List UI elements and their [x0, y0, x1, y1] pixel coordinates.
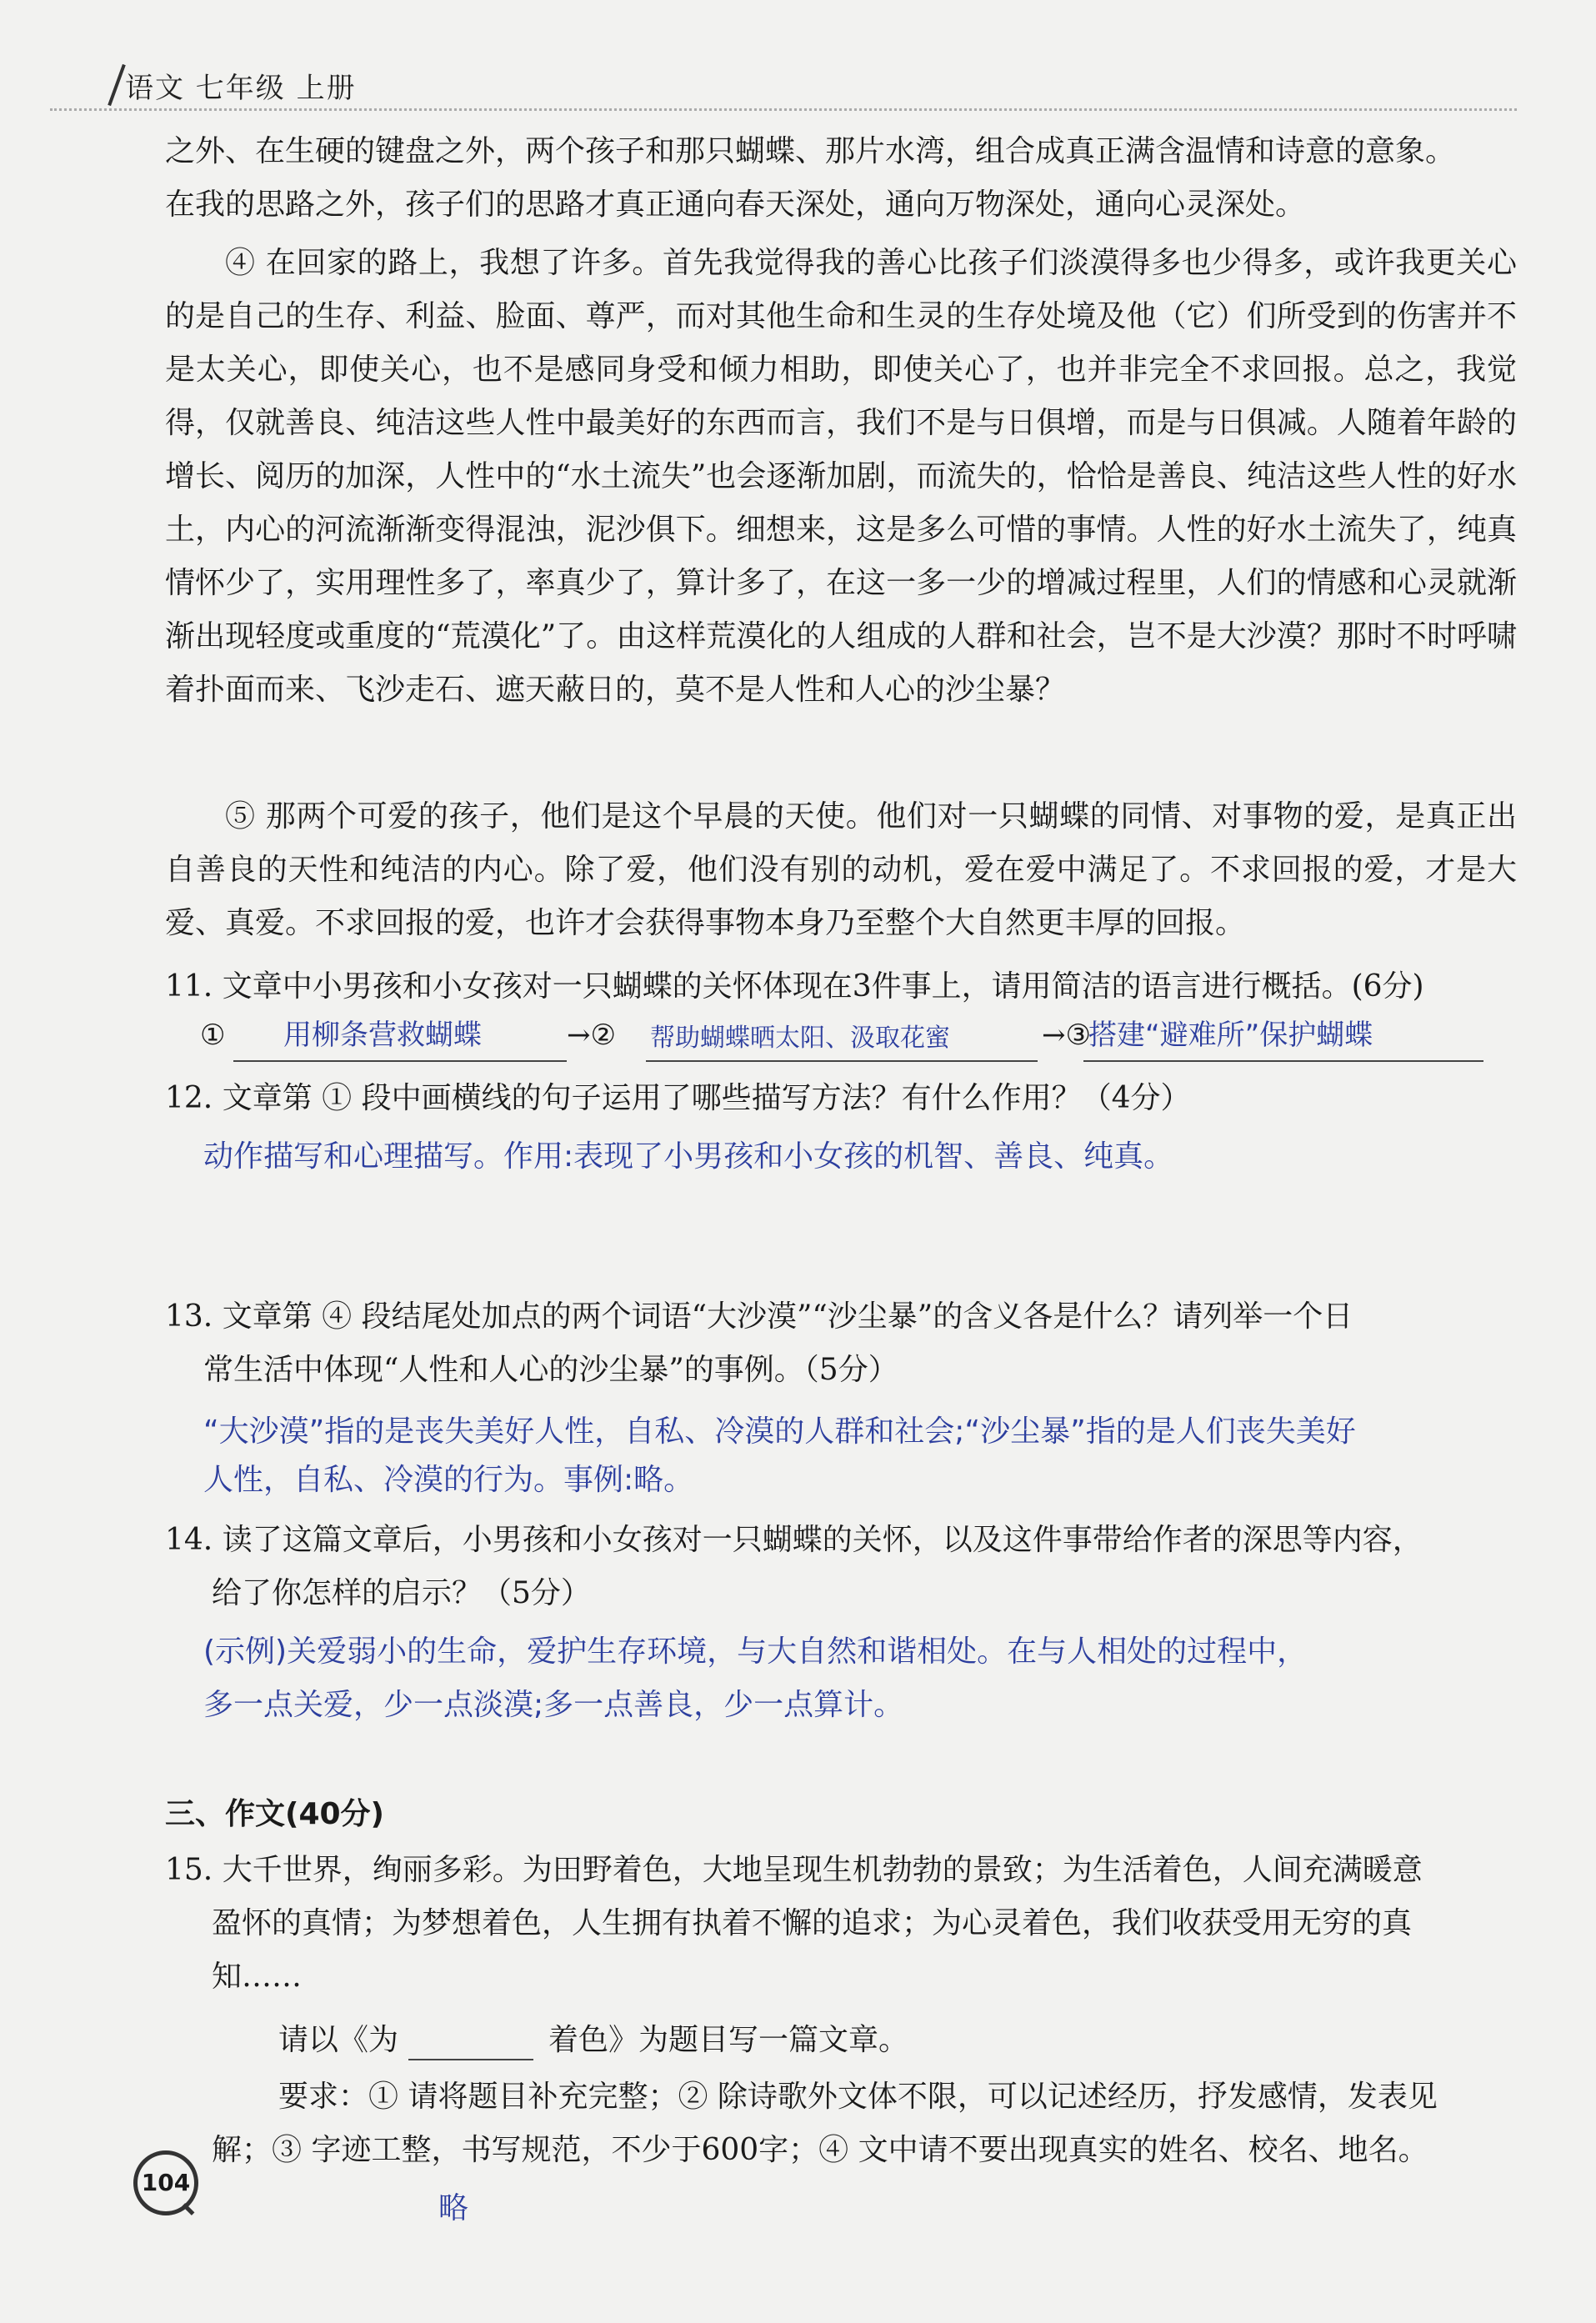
question-11: 11. 文章中小男孩和小女孩对一只蝴蝶的关怀体现在3件事上，请用简洁的语言进行概括。(6分) [165, 969, 1424, 1004]
prompt-pre: 请以《为 [278, 2023, 399, 2057]
q13-answer-line2: 人性，自私、冷漠的行为。事例:略。 [203, 1463, 694, 1497]
passage-line: 之外、在生硬的键盘之外，两个孩子和那只蝴蝶、那片水湾，组合成真正满含温情和诗意的意象。 [165, 134, 1456, 168]
question-12: 12. 文章第 ① 段中画横线的句子运用了哪些描写方法？有什么作用？（4分） [165, 1081, 1191, 1115]
q11-marker-2: →② [567, 1019, 616, 1052]
question-14-line2: 给了你怎样的启示？（5分） [212, 1576, 591, 1610]
prompt-post: 着色》为题目写一篇文章。 [548, 2023, 909, 2057]
page-number: 104 [133, 2150, 198, 2215]
question-13-line2: 常生活中体现“人性和人心的沙尘暴”的事例。（5分） [203, 1353, 898, 1387]
question-15-line3: 知…… [212, 1960, 303, 1994]
q11-answer-2: 帮助蝴蝶晒太阳、汲取花蜜 [650, 1024, 950, 1053]
requirements-line1: 要求：① 请将题目补充完整；② 除诗歌外文体不限，可以记述经历，抒发感情，发表见 [278, 2080, 1438, 2114]
requirements-line2: 解；③ 字迹工整，书写规范，不少于600字；④ 文中请不要出现真实的姓名、校名、地名。 [212, 2133, 1428, 2167]
question-14-line1: 14. 读了这篇文章后，小男孩和小女孩对一只蝴蝶的关怀，以及这件事带给作者的深思等内容， [165, 1523, 1423, 1557]
header-slash [108, 64, 126, 106]
question-13-line1: 13. 文章第 ④ 段结尾处加点的两个词语“大沙漠”“沙尘暴”的含义各是什么？请列举一个日 [165, 1299, 1353, 1334]
answer-blank-line [233, 1060, 567, 1062]
header-title: 语文 七年级 上册 [125, 72, 357, 105]
q11-answer-3: 搭建“避难所”保护蝴蝶 [1088, 1019, 1373, 1052]
answer-blank-line [1083, 1060, 1483, 1062]
q12-answer: 动作描写和心理描写。作用:表现了小男孩和小女孩的机智、善良、纯真。 [203, 1139, 1174, 1174]
answer-blank-line [646, 1060, 1038, 1062]
section-title-composition: 三、作文(40分) [165, 1797, 385, 1831]
q11-marker-3: →③ [1042, 1019, 1091, 1052]
q14-answer-line1: (示例)关爱弱小的生命，爱护生存环境，与大自然和谐相处。在与人相处的过程中， [203, 1635, 1308, 1669]
title-blank-line [408, 2059, 533, 2060]
passage-line: 在我的思路之外，孩子们的思路才真正通向春天深处，通向万物深处，通向心灵深处。 [165, 188, 1306, 222]
passage-paragraph-4: ④ 在回家的路上，我想了许多。首先我觉得我的善心比孩子们淡漠得多也少得多，或许我更关心的是自己的生存、利益、脸面、尊严，而对其他生命和生灵的生存处境及他（它）们所受到的伤害并不是太关心，即使关心，也不是感同身受和倾力相助，即使关心了，也并非完全不求回报。总之，我觉得，仅就善良、纯洁这些人性中最美好的东西而言，我们不是与日俱增，而是与日俱减。人随着年龄的增长、阅历的加深，人性中的“水土流失”也会逐渐加剧，而流失的，恰恰是善良、纯洁这些人性的好水土，内心的河流渐渐变得混浊，泥沙俱下。细想来，这是多么可惜的事情。人性的好水土流失了，纯真情怀少了，实用理性多了，率真少了，算计多了，在这一多一少的增减过程里，人们的情感和心灵就渐渐出现轻度或重度的“荒漠化”了。由这样荒漠化的人组成的人群和社会，岂不是大沙漠？那时不时呼啸着扑面而来、飞沙走石、遮天蔽日的，莫不是人性和人心的沙尘暴？ [165, 246, 1517, 707]
q15-answer: 略 [438, 2191, 469, 2225]
q13-answer-line1: “大沙漠”指的是丧失美好人性，自私、冷漠的人群和社会;“沙尘暴”指的是人们丧失美好 [203, 1414, 1356, 1449]
q11-marker-1: ① [200, 1019, 226, 1052]
q11-answer-1: 用柳条营救蝴蝶 [283, 1019, 482, 1052]
question-15-line2: 盈怀的真情；为梦想着色，人生拥有执着不懈的追求；为心灵着色，我们收获受用无穷的真 [212, 1906, 1413, 1940]
question-15-line1: 15. 大千世界，绚丽多彩。为田野着色，大地呈现生机勃勃的景致；为生活着色，人间充满暖意 [165, 1853, 1423, 1887]
q14-answer-line2: 多一点关爱，少一点淡漠;多一点善良，少一点算计。 [203, 1688, 904, 1722]
passage-paragraph-5: ⑤ 那两个可爱的孩子，他们是这个早晨的天使。他们对一只蝴蝶的同情、对事物的爱，是真正出自善良的天性和纯洁的内心。除了爱，他们没有别的动机，爱在爱中满足了。不求回报的爱，才是大爱、真爱。不求回报的爱，也许才会获得事物本身乃至整个大自然更丰厚的回报。 [165, 799, 1517, 940]
header-divider [50, 108, 1517, 111]
